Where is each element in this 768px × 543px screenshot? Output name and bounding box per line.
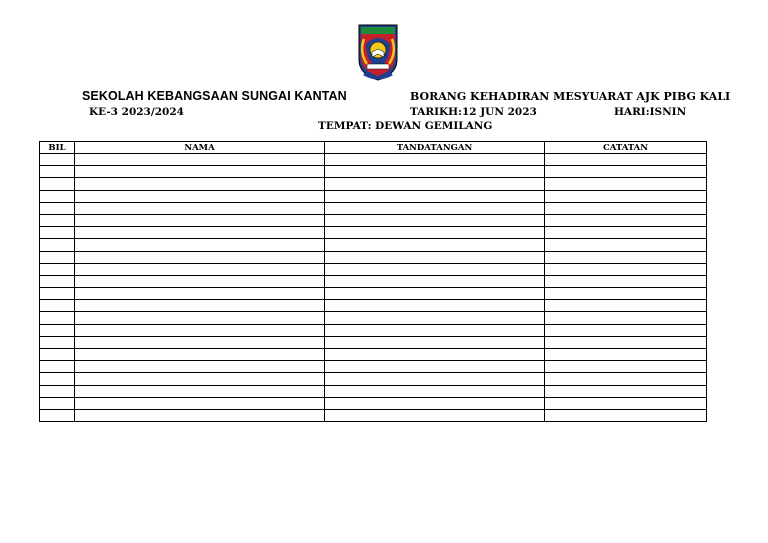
- cell-tandatangan: [325, 373, 545, 385]
- table-row: [40, 214, 707, 226]
- cell-nama: [75, 202, 325, 214]
- cell-bil: [40, 251, 75, 263]
- table-row: [40, 239, 707, 251]
- form-title: BORANG KEHADIRAN MESYUARAT AJK PIBG KALI: [410, 90, 731, 103]
- cell-nama: [75, 166, 325, 178]
- cell-catatan: [545, 202, 707, 214]
- cell-catatan: [545, 288, 707, 300]
- cell-tandatangan: [325, 324, 545, 336]
- meeting-venue: TEMPAT: DEWAN GEMILANG: [318, 120, 493, 132]
- table-row: [40, 336, 707, 348]
- cell-bil: [40, 409, 75, 421]
- cell-nama: [75, 263, 325, 275]
- table-row: [40, 251, 707, 263]
- table-row: [40, 166, 707, 178]
- cell-tandatangan: [325, 361, 545, 373]
- cell-catatan: [545, 227, 707, 239]
- cell-tandatangan: [325, 239, 545, 251]
- cell-bil: [40, 397, 75, 409]
- cell-bil: [40, 202, 75, 214]
- cell-tandatangan: [325, 288, 545, 300]
- cell-nama: [75, 336, 325, 348]
- cell-nama: [75, 214, 325, 226]
- cell-nama: [75, 361, 325, 373]
- cell-nama: [75, 288, 325, 300]
- cell-nama: [75, 239, 325, 251]
- table-row: [40, 385, 707, 397]
- cell-bil: [40, 154, 75, 166]
- cell-tandatangan: [325, 275, 545, 287]
- table-row: [40, 263, 707, 275]
- table-row: [40, 349, 707, 361]
- table-row: [40, 275, 707, 287]
- cell-bil: [40, 227, 75, 239]
- cell-bil: [40, 349, 75, 361]
- cell-bil: [40, 275, 75, 287]
- column-header-bil: BIL: [40, 142, 75, 154]
- cell-bil: [40, 324, 75, 336]
- cell-catatan: [545, 361, 707, 373]
- table-row: [40, 361, 707, 373]
- cell-bil: [40, 190, 75, 202]
- cell-bil: [40, 373, 75, 385]
- cell-catatan: [545, 214, 707, 226]
- cell-catatan: [545, 251, 707, 263]
- table-row: [40, 202, 707, 214]
- cell-catatan: [545, 300, 707, 312]
- cell-bil: [40, 300, 75, 312]
- cell-tandatangan: [325, 263, 545, 275]
- column-header-nama: NAMA: [75, 142, 325, 154]
- cell-bil: [40, 288, 75, 300]
- cell-tandatangan: [325, 178, 545, 190]
- cell-tandatangan: [325, 154, 545, 166]
- cell-bil: [40, 312, 75, 324]
- cell-tandatangan: [325, 349, 545, 361]
- cell-catatan: [545, 324, 707, 336]
- cell-bil: [40, 385, 75, 397]
- table-row: [40, 288, 707, 300]
- cell-nama: [75, 397, 325, 409]
- cell-catatan: [545, 154, 707, 166]
- cell-catatan: [545, 239, 707, 251]
- table-row: [40, 190, 707, 202]
- meeting-date: TARIKH:12 JUN 2023: [410, 106, 537, 118]
- cell-nama: [75, 227, 325, 239]
- cell-catatan: [545, 275, 707, 287]
- cell-nama: [75, 349, 325, 361]
- cell-tandatangan: [325, 385, 545, 397]
- school-crest-icon: [355, 22, 401, 84]
- cell-tandatangan: [325, 251, 545, 263]
- cell-catatan: [545, 166, 707, 178]
- column-header-catatan: CATATAN: [545, 142, 707, 154]
- cell-bil: [40, 239, 75, 251]
- cell-catatan: [545, 409, 707, 421]
- cell-tandatangan: [325, 227, 545, 239]
- table-row: [40, 312, 707, 324]
- cell-tandatangan: [325, 312, 545, 324]
- cell-tandatangan: [325, 336, 545, 348]
- cell-bil: [40, 361, 75, 373]
- cell-nama: [75, 373, 325, 385]
- cell-bil: [40, 166, 75, 178]
- table-row: [40, 373, 707, 385]
- table-row: [40, 397, 707, 409]
- table-header-row: [40, 142, 707, 154]
- cell-catatan: [545, 349, 707, 361]
- cell-catatan: [545, 336, 707, 348]
- school-name: SEKOLAH KEBANGSAAN SUNGAI KANTAN: [82, 89, 347, 103]
- cell-nama: [75, 190, 325, 202]
- table-row: [40, 178, 707, 190]
- cell-bil: [40, 336, 75, 348]
- attendance-table: [39, 141, 707, 422]
- meeting-day: HARI:ISNIN: [614, 106, 687, 118]
- cell-catatan: [545, 312, 707, 324]
- cell-nama: [75, 312, 325, 324]
- cell-catatan: [545, 385, 707, 397]
- cell-nama: [75, 251, 325, 263]
- column-header-tandatangan: TANDATANGAN: [325, 142, 545, 154]
- cell-catatan: [545, 178, 707, 190]
- table-row: [40, 409, 707, 421]
- cell-bil: [40, 263, 75, 275]
- table-row: [40, 324, 707, 336]
- table-row: [40, 300, 707, 312]
- cell-tandatangan: [325, 166, 545, 178]
- cell-catatan: [545, 263, 707, 275]
- cell-bil: [40, 214, 75, 226]
- cell-bil: [40, 178, 75, 190]
- cell-tandatangan: [325, 190, 545, 202]
- cell-catatan: [545, 373, 707, 385]
- cell-nama: [75, 409, 325, 421]
- table-row: [40, 154, 707, 166]
- cell-nama: [75, 154, 325, 166]
- cell-tandatangan: [325, 409, 545, 421]
- cell-nama: [75, 178, 325, 190]
- cell-nama: [75, 300, 325, 312]
- table-row: [40, 227, 707, 239]
- cell-tandatangan: [325, 202, 545, 214]
- cell-tandatangan: [325, 300, 545, 312]
- cell-tandatangan: [325, 397, 545, 409]
- cell-nama: [75, 275, 325, 287]
- meeting-number: KE-3 2023/2024: [89, 106, 184, 118]
- cell-catatan: [545, 397, 707, 409]
- cell-tandatangan: [325, 214, 545, 226]
- cell-nama: [75, 324, 325, 336]
- cell-catatan: [545, 190, 707, 202]
- cell-nama: [75, 385, 325, 397]
